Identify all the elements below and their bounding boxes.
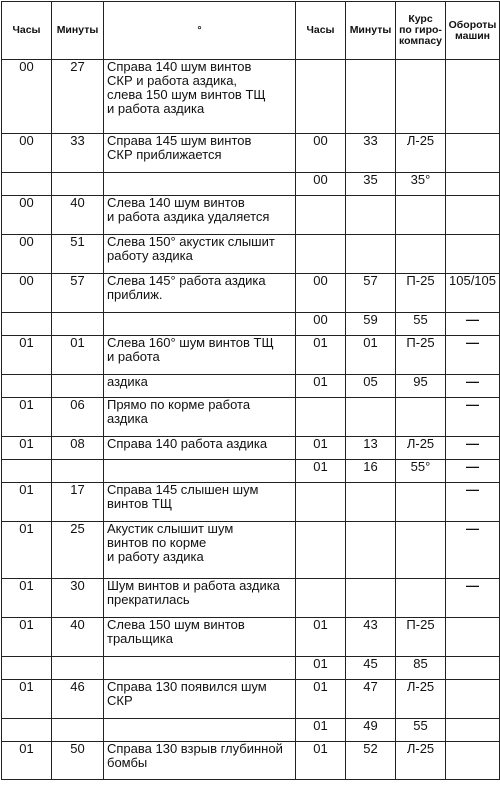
- cell-hours-2: 01: [296, 657, 346, 680]
- cell-minutes-2: 13: [346, 437, 396, 460]
- cell-rpm: [446, 657, 500, 680]
- cell-minutes-2: 57: [346, 274, 396, 313]
- cell-hours-2: 01: [296, 336, 346, 375]
- cell-hours-2: [296, 522, 346, 579]
- cell-course: 95: [396, 375, 446, 398]
- cell-event: Справа 130 взрыв глубинной бомбы: [104, 742, 296, 780]
- cell-hours-2: 01: [296, 375, 346, 398]
- cell-rpm: —: [446, 398, 500, 437]
- cell-minutes: [52, 375, 104, 398]
- cell-hours-2: [296, 579, 346, 618]
- cell-hours: 01: [2, 522, 52, 579]
- cell-course: 55°: [396, 460, 446, 483]
- cell-minutes: 40: [52, 618, 104, 657]
- cell-rpm: [446, 618, 500, 657]
- cell-hours: [2, 657, 52, 680]
- cell-rpm: —: [446, 483, 500, 522]
- cell-rpm: —: [446, 522, 500, 579]
- cell-hours-2: [296, 398, 346, 437]
- cell-hours-2: 00: [296, 313, 346, 336]
- cell-course: 35°: [396, 173, 446, 196]
- cell-minutes-2: 16: [346, 460, 396, 483]
- cell-rpm: —: [446, 313, 500, 336]
- cell-minutes-2: [346, 60, 396, 134]
- cell-minutes-2: 33: [346, 134, 396, 173]
- cell-minutes: 33: [52, 134, 104, 173]
- table-row: [2, 657, 500, 680]
- cell-course: 55: [396, 313, 446, 336]
- cell-hours-2: 01: [296, 680, 346, 719]
- cell-course: Л-25: [396, 437, 446, 460]
- table-row: [2, 719, 500, 742]
- cell-event: Прямо по корме работа аздика: [104, 398, 296, 437]
- cell-rpm: [446, 742, 500, 780]
- cell-hours-2: 01: [296, 460, 346, 483]
- table-row: [2, 274, 500, 313]
- cell-course: Л-25: [396, 742, 446, 780]
- cell-minutes-2: 45: [346, 657, 396, 680]
- cell-event: [104, 460, 296, 483]
- cell-course: П-25: [396, 274, 446, 313]
- table-row: [2, 742, 500, 780]
- log-table-body: [2, 60, 500, 780]
- cell-minutes: 40: [52, 196, 104, 235]
- cell-event: Справа 140 работа аздика: [104, 437, 296, 460]
- cell-hours-2: 00: [296, 173, 346, 196]
- table-row: [2, 235, 500, 274]
- header-hours-2: Часы: [296, 2, 346, 60]
- cell-event: Шум винтов и работа аздика прекратилась: [104, 579, 296, 618]
- cell-minutes: 17: [52, 483, 104, 522]
- cell-minutes-2: [346, 579, 396, 618]
- cell-minutes: [52, 173, 104, 196]
- cell-hours-2: 00: [296, 134, 346, 173]
- cell-event: Справа 145 шум винтов СКР приближается: [104, 134, 296, 173]
- table-row: [2, 522, 500, 579]
- cell-minutes: 57: [52, 274, 104, 313]
- table-row: [2, 313, 500, 336]
- cell-course: Л-25: [396, 680, 446, 719]
- cell-minutes-2: 43: [346, 618, 396, 657]
- cell-hours: [2, 173, 52, 196]
- cell-hours-2: 00: [296, 274, 346, 313]
- cell-rpm: —: [446, 437, 500, 460]
- cell-rpm: —: [446, 579, 500, 618]
- cell-hours: 00: [2, 134, 52, 173]
- cell-event: [104, 719, 296, 742]
- cell-rpm: [446, 719, 500, 742]
- cell-hours: 00: [2, 60, 52, 134]
- cell-hours-2: 01: [296, 437, 346, 460]
- cell-hours: 01: [2, 618, 52, 657]
- cell-course: П-25: [396, 336, 446, 375]
- cell-hours: [2, 313, 52, 336]
- cell-minutes: 51: [52, 235, 104, 274]
- cell-minutes: 06: [52, 398, 104, 437]
- cell-minutes-2: 35: [346, 173, 396, 196]
- cell-event: [104, 657, 296, 680]
- log-table: [1, 1, 500, 780]
- cell-rpm: [446, 235, 500, 274]
- cell-course: [396, 483, 446, 522]
- header-course: Курс по гиро- компасу: [396, 2, 446, 60]
- cell-rpm: —: [446, 375, 500, 398]
- cell-minutes: 08: [52, 437, 104, 460]
- cell-minutes: 25: [52, 522, 104, 579]
- cell-hours-2: 01: [296, 618, 346, 657]
- cell-event: Слева 140 шум винтов и работа аздика удаляется: [104, 196, 296, 235]
- cell-event: [104, 173, 296, 196]
- cell-event: [104, 313, 296, 336]
- cell-rpm: 105/105: [446, 274, 500, 313]
- table-row: [2, 437, 500, 460]
- cell-event: Справа 140 шум винтов СКР и работа аздика, слева 150 шум винтов ТЩ и работа аздика: [104, 60, 296, 134]
- cell-hours: 01: [2, 680, 52, 719]
- table-row: [2, 483, 500, 522]
- table-row: [2, 134, 500, 173]
- table-row: [2, 196, 500, 235]
- cell-course: [396, 398, 446, 437]
- cell-hours: 00: [2, 274, 52, 313]
- cell-event: Слева 160° шум винтов ТЩ и работа: [104, 336, 296, 375]
- cell-minutes: 27: [52, 60, 104, 134]
- cell-hours: [2, 375, 52, 398]
- cell-minutes-2: 49: [346, 719, 396, 742]
- header-rpm: Обороты машин: [446, 2, 500, 60]
- cell-minutes: [52, 460, 104, 483]
- cell-minutes-2: 47: [346, 680, 396, 719]
- cell-hours: 00: [2, 196, 52, 235]
- cell-minutes-2: 59: [346, 313, 396, 336]
- cell-hours: 01: [2, 336, 52, 375]
- cell-minutes-2: 05: [346, 375, 396, 398]
- cell-hours-2: 01: [296, 719, 346, 742]
- table-row: [2, 680, 500, 719]
- cell-event: Справа 130 появился шум СКР: [104, 680, 296, 719]
- cell-hours-2: [296, 235, 346, 274]
- cell-course: [396, 579, 446, 618]
- cell-rpm: [446, 680, 500, 719]
- cell-rpm: —: [446, 460, 500, 483]
- cell-rpm: [446, 60, 500, 134]
- cell-minutes: [52, 719, 104, 742]
- cell-rpm: [446, 196, 500, 235]
- table-row: [2, 375, 500, 398]
- cell-course: [396, 60, 446, 134]
- cell-event: Слева 150 шум винтов тральщика: [104, 618, 296, 657]
- header-degree: °: [104, 2, 296, 60]
- table-row: [2, 60, 500, 134]
- cell-minutes: 50: [52, 742, 104, 780]
- cell-minutes-2: [346, 196, 396, 235]
- cell-hours: [2, 460, 52, 483]
- header-minutes: Минуты: [52, 2, 104, 60]
- cell-course: [396, 235, 446, 274]
- cell-hours-2: [296, 196, 346, 235]
- cell-course: 85: [396, 657, 446, 680]
- table-row: [2, 336, 500, 375]
- log-table-header: [2, 2, 500, 60]
- cell-course: 55: [396, 719, 446, 742]
- cell-minutes-2: [346, 483, 396, 522]
- cell-minutes: 01: [52, 336, 104, 375]
- cell-minutes-2: [346, 522, 396, 579]
- cell-course: [396, 196, 446, 235]
- cell-minutes: [52, 313, 104, 336]
- cell-hours-2: [296, 483, 346, 522]
- cell-minutes: [52, 657, 104, 680]
- cell-course: [396, 522, 446, 579]
- cell-hours: 01: [2, 483, 52, 522]
- header-minutes-2: Минуты: [346, 2, 396, 60]
- cell-hours: 01: [2, 437, 52, 460]
- cell-minutes-2: 52: [346, 742, 396, 780]
- cell-event: Акустик слышит шум винтов по корме и работу аздика: [104, 522, 296, 579]
- cell-minutes: 30: [52, 579, 104, 618]
- cell-hours: 01: [2, 579, 52, 618]
- cell-course: П-25: [396, 618, 446, 657]
- header-hours: Часы: [2, 2, 52, 60]
- cell-rpm: [446, 134, 500, 173]
- cell-rpm: —: [446, 336, 500, 375]
- cell-rpm: [446, 173, 500, 196]
- cell-course: Л-25: [396, 134, 446, 173]
- table-row: [2, 579, 500, 618]
- table-row: [2, 618, 500, 657]
- table-row: [2, 460, 500, 483]
- table-row: [2, 173, 500, 196]
- cell-event: аздика: [104, 375, 296, 398]
- cell-event: Справа 145 слышен шум винтов ТЩ: [104, 483, 296, 522]
- cell-hours-2: 01: [296, 742, 346, 780]
- cell-minutes-2: [346, 398, 396, 437]
- cell-event: Слева 145° работа аздика приближ.: [104, 274, 296, 313]
- cell-hours: [2, 719, 52, 742]
- cell-minutes-2: 01: [346, 336, 396, 375]
- cell-hours: 01: [2, 398, 52, 437]
- cell-event: Слева 150° акустик слышит работу аздика: [104, 235, 296, 274]
- table-row: [2, 398, 500, 437]
- cell-minutes-2: [346, 235, 396, 274]
- cell-hours: 00: [2, 235, 52, 274]
- cell-minutes: 46: [52, 680, 104, 719]
- cell-hours-2: [296, 60, 346, 134]
- cell-hours: 01: [2, 742, 52, 780]
